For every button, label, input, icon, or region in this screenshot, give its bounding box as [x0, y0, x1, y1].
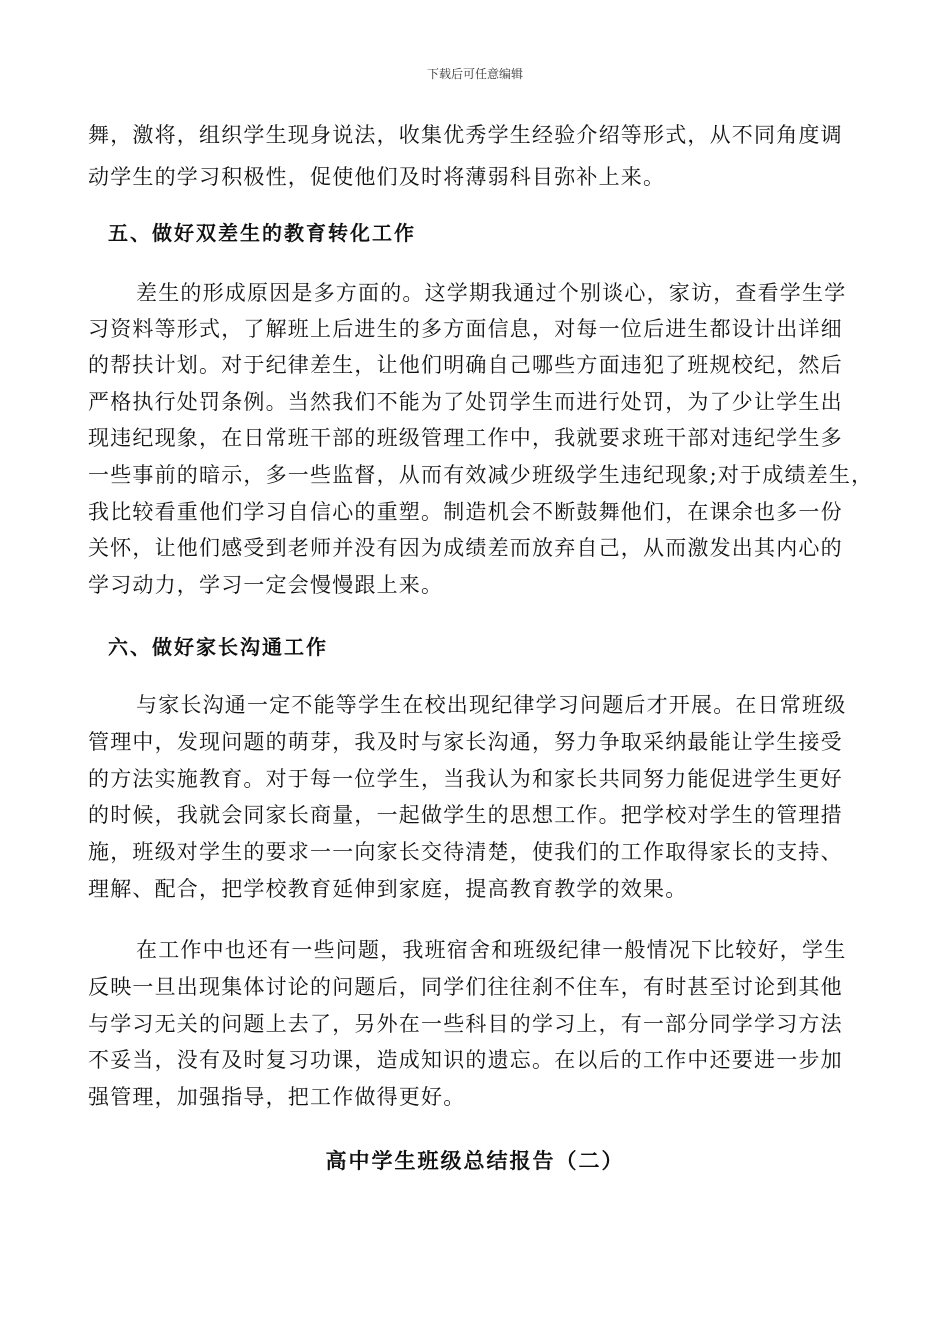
paragraph-line: 施，班级对学生的要求一一向家长交待清楚，使我们的工作取得家长的支持、	[88, 840, 843, 864]
paragraph-line: 在工作中也还有一些问题，我班宿舍和班级纪律一般情况下比较好，学生	[136, 938, 847, 962]
section-heading: 五、做好双差生的教育转化工作	[108, 221, 416, 245]
paragraph-line: 一些事前的暗示，多一些监督，从而有效减少班级学生违纪现象;对于成绩差生，	[88, 463, 874, 487]
paragraph-line: 反映一旦出现集体讨论的问题后，同学们往往刹不住车，有时甚至讨论到其他	[88, 975, 843, 999]
paragraph-line: 的帮扶计划。对于纪律差生，让他们明确自己哪些方面违犯了班规校纪，然后	[88, 353, 843, 377]
paragraph-line: 强管理，加强指导，把工作做得更好。	[88, 1085, 466, 1109]
paragraph-line: 的方法实施教育。对于每一位学生，当我认为和家长共同努力能促进学生更好	[88, 767, 843, 791]
paragraph-line: 动学生的学习积极性，促使他们及时将薄弱科目弥补上来。	[88, 165, 666, 189]
section-heading: 六、做好家长沟通工作	[108, 635, 328, 659]
paragraph-line: 差生的形成原因是多方面的。这学期我通过个别谈心，家访，查看学生学	[136, 281, 847, 305]
paragraph-line: 与学习无关的问题上去了，另外在一些科目的学习上，有一部分同学学习方法	[88, 1012, 843, 1036]
header-note: 下载后可任意编辑	[426, 67, 523, 81]
paragraph-line: 理解、配合，把学校教育延伸到家庭，提高教育教学的效果。	[88, 877, 688, 901]
paragraph-line: 习资料等形式，了解班上后进生的多方面信息，对每一位后进生都设计出详细	[88, 317, 843, 341]
paragraph-line: 不妥当，没有及时复习功课，造成知识的遗忘。在以后的工作中还要进一步加	[88, 1048, 843, 1072]
paragraph-line: 我比较看重他们学习自信心的重塑。制造机会不断鼓舞他们，在课余也多一份	[88, 500, 843, 524]
paragraph-line: 学习动力，学习一定会慢慢跟上来。	[88, 573, 444, 597]
report-title: 高中学生班级总结报告（二）	[325, 1149, 625, 1173]
paragraph-line: 严格执行处罚条例。当然我们不能为了处罚学生而进行处罚，为了少让学生出	[88, 390, 843, 414]
paragraph-line: 管理中，发现问题的萌芽，我及时与家长沟通，努力争取采纳最能让学生接受	[88, 730, 843, 754]
paragraph-line: 关怀，让他们感受到老师并没有因为成绩差而放弃自己，从而激发出其内心的	[88, 536, 843, 560]
paragraph-line: 现违纪现象，在日常班干部的班级管理工作中，我就要求班干部对违纪学生多	[88, 426, 843, 450]
paragraph-line: 舞，激将，组织学生现身说法，收集优秀学生经验介绍等形式，从不同角度调	[88, 123, 843, 147]
paragraph-line: 与家长沟通一定不能等学生在校出现纪律学习问题后才开展。在日常班级	[136, 693, 847, 717]
paragraph-line: 的时候，我就会同家长商量，一起做学生的思想工作。把学校对学生的管理措	[88, 803, 843, 827]
